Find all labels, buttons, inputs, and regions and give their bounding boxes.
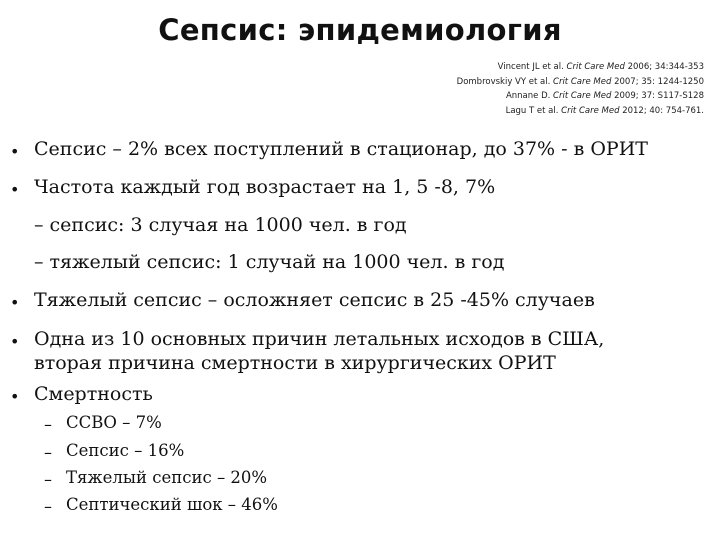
subitem-sepsis-rate: – сепсис: 3 случая на 1000 чел. в год <box>34 214 407 236</box>
mortality-item-sepsis: Сепсис – 16% <box>66 441 185 460</box>
reference-journal: Crit Care Med <box>553 91 612 101</box>
bullet-marker: • <box>10 180 20 199</box>
bullet-leading-cause-line1: Одна из 10 основных причин летальных исходов в США, <box>34 328 605 350</box>
bullet-leading-cause-line2: вторая причина смертности в хирургических ОРИТ <box>34 352 556 374</box>
bullet-severe-sepsis-complication: Тяжелый сепсис – осложняет сепсис в 25 -45% случаев <box>34 289 595 311</box>
bullet-marker: • <box>10 387 20 406</box>
reference-authors: Lagu T et al. <box>505 105 562 116</box>
reference-authors: Vincent JL et al. <box>497 62 567 72</box>
bullet-sepsis-admissions: Сепсис – 2% всех поступлений в стационар, до 37% - в ОРИТ <box>34 138 648 160</box>
reference-journal: Crit Care Med <box>553 76 612 87</box>
mortality-item-septic-shock: Септический шок – 46% <box>66 495 278 514</box>
dash-marker: – <box>44 443 52 462</box>
dash-marker: – <box>44 415 52 434</box>
dash-marker: – <box>44 497 52 516</box>
reference-authors: Annane D. <box>505 91 554 101</box>
bullet-annual-growth: Частота каждый год возрастает на 1, 5 -8, 7% <box>34 176 496 198</box>
bullet-marker: • <box>10 293 20 312</box>
bullet-marker: • <box>10 142 20 161</box>
slide-title: Сепсис: эпидемиология <box>158 13 562 47</box>
reference-journal: Crit Care Med <box>566 62 625 72</box>
dash-marker: – <box>44 470 52 489</box>
reference-authors: Dombrovskiy VY et al. <box>456 76 554 87</box>
bullet-marker: • <box>10 332 20 351</box>
reference-details: 2009; 37: S117-S128 <box>611 91 704 101</box>
subitem-severe-sepsis-rate: – тяжелый сепсис: 1 случай на 1000 чел. в год <box>34 251 505 273</box>
mortality-item-severe-sepsis: Тяжелый сепсис – 20% <box>66 468 268 487</box>
reference-journal: Crit Care Med <box>561 105 620 116</box>
reference-details: 2006; 34:344-353 <box>624 62 704 72</box>
mortality-item-sirs: ССВО – 7% <box>66 413 162 432</box>
bullet-mortality: Смертность <box>34 383 153 405</box>
reference-details: 2007; 35: 1244-1250 <box>611 76 704 87</box>
reference-details: 2012; 40: 754-761. <box>619 105 704 116</box>
